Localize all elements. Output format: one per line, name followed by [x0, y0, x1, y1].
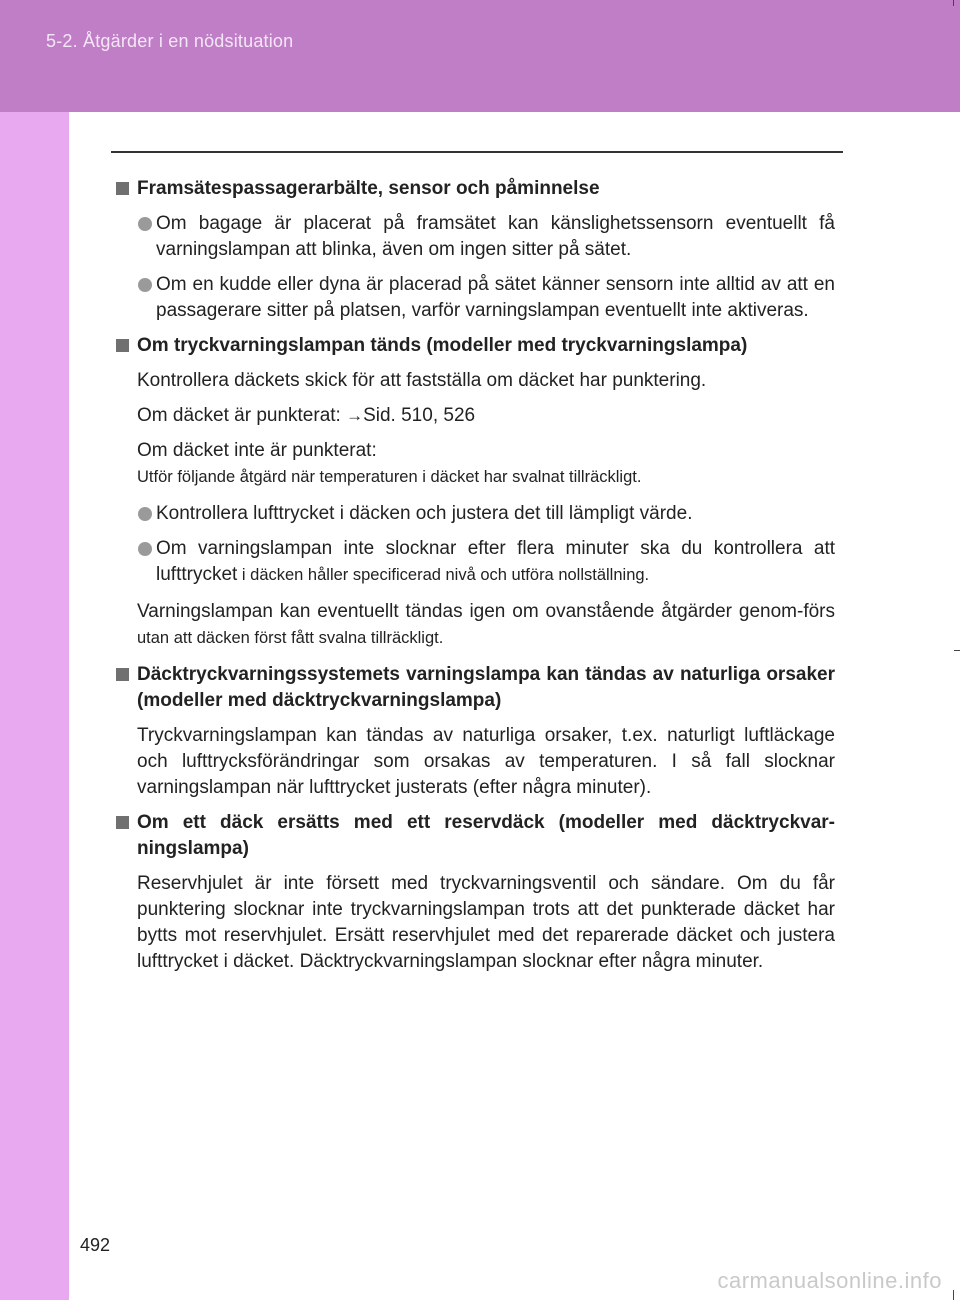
- page-reference-link[interactable]: Sid. 510, 526: [363, 405, 476, 426]
- paragraph: [113, 403, 835, 429]
- round-bullet-icon: [138, 542, 152, 556]
- side-tab-strip: [0, 112, 69, 1300]
- top-rule: [111, 151, 843, 153]
- arrow-right-icon: →: [346, 406, 364, 425]
- paragraph: Tryckvarningslampan kan tändas av naturliga orsaker, t.ex. naturligt luftläckage och lufttrycksförändringar som orsakas av temperaturen. I så fall slocknar varningslampan när lufttrycket justerats (efter några minuter).: [137, 725, 835, 798]
- list-item: [113, 211, 835, 263]
- crop-mark: [953, 1290, 954, 1300]
- paragraph-text: Varningslampan kan eventuellt tändas igen om ovanstående åtgärder genom-förs: [137, 601, 835, 622]
- watermark: carmanualsonline.info: [717, 1268, 942, 1293]
- section-heading: [113, 810, 835, 862]
- page-content: [113, 176, 835, 984]
- header-bar: [0, 0, 960, 112]
- round-bullet-icon: [138, 278, 152, 292]
- heading-text: Om ett däck ersätts med ett reservdäck (modeller med däcktryckvar-ningslampa): [137, 812, 835, 859]
- list-item-text: Kontrollera lufttrycket i däcken och justera det till lämpligt värde.: [156, 503, 693, 524]
- paragraph: [113, 599, 835, 651]
- crop-mark: [954, 650, 960, 651]
- section-heading: [113, 662, 835, 714]
- paragraph-small-text: utan att däcken först fått svalna tillräckligt.: [137, 629, 444, 647]
- paragraph-text: Om däcket inte är punkterat:: [137, 440, 377, 461]
- section-heading: [113, 176, 835, 202]
- crop-mark: [953, 0, 954, 6]
- square-bullet-icon: [116, 816, 129, 829]
- square-bullet-icon: [116, 668, 129, 681]
- square-bullet-icon: [116, 182, 129, 195]
- section-title: 5-2. Åtgärder i en nödsituation: [46, 31, 294, 51]
- list-item-small-text: i däcken håller specificerad nivå och utföra nollställning.: [237, 566, 650, 584]
- paragraph-text: Om däcket är punkterat:: [137, 405, 347, 426]
- heading-text: Framsätespassagerarbälte, sensor och påminnelse: [137, 178, 600, 199]
- square-bullet-icon: [116, 339, 129, 352]
- paragraph-small-text: Utför följande åtgärd när temperaturen i däcket har svalnat tillräckligt.: [137, 468, 642, 486]
- paragraph: Reservhjulet är inte försett med tryckvarningsventil och sändare. Om du får punktering slocknar inte tryckvarningslampan trots att det punkterade däcket har bytts mot reservhjulet. Ersätt reservhjulet med det reparerade däcket och justera lufttrycket i däcket. Däcktryckvarningslampan slocknar efter några minuter.: [137, 873, 835, 972]
- list-item: [113, 272, 835, 324]
- list-item-text: Om en kudde eller dyna är placerad på sätet känner sensorn inte alltid av att en passagerare sitter på platsen, varför varningslampan eventuellt inte aktiveras.: [156, 274, 835, 321]
- heading-text: Däcktryckvarningssystemets varningslampa kan tändas av naturliga orsaker (modeller med däcktryckvarningslampa): [137, 664, 835, 711]
- paragraph: Kontrollera däckets skick för att fastställa om däcket har punktering.: [137, 370, 707, 391]
- list-item: [113, 536, 835, 588]
- list-item: [113, 501, 835, 527]
- paragraph: [113, 438, 835, 490]
- page-number: 492: [80, 1235, 111, 1255]
- round-bullet-icon: [138, 507, 152, 521]
- round-bullet-icon: [138, 217, 152, 231]
- heading-text: Om tryckvarningslampan tänds (modeller med tryckvarningslampa): [137, 335, 748, 356]
- list-item-text: Om varningslampan inte slocknar efter flera minuter ska du kontrollera att lufttrycket: [156, 538, 835, 585]
- list-item-text: Om bagage är placerat på framsätet kan känslighetssensorn eventuellt få varningslampan att blinka, även om ingen sitter på sätet.: [156, 213, 835, 260]
- section-heading: [113, 333, 835, 359]
